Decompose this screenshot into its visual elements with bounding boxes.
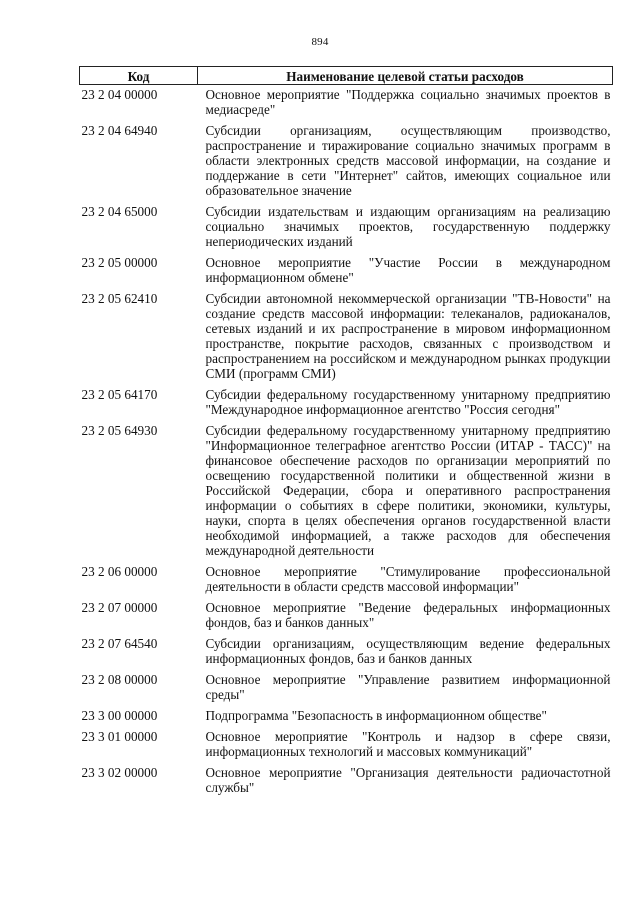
row-code: 23 2 08 00000: [81, 672, 158, 687]
row-code: 23 2 06 00000: [81, 564, 158, 579]
row-code: 23 2 07 00000: [81, 600, 158, 615]
table-row: [80, 763, 613, 799]
table-row: [80, 562, 613, 598]
table-row: [80, 121, 613, 202]
row-code: 23 3 00 00000: [81, 708, 158, 723]
page-number: 894: [311, 36, 329, 48]
row-code: 23 2 05 00000: [81, 255, 158, 270]
row-name: Основное мероприятие "Управление развитием информационной среды": [205, 672, 611, 702]
table-row: [80, 727, 613, 763]
table-row: [80, 253, 613, 289]
row-name: Субсидии автономной некоммерческой организации "ТВ-Новости" на создание средств массовой информации: телеканалов, радиоканалов, сетевых изданий и их распространение в мировом информационном пространстве, покрытие расходов, связанных с производством и распространением на российском и международном рынках продукции СМИ (программ СМИ): [205, 291, 611, 381]
table-row: [80, 385, 613, 421]
table-row: [80, 634, 613, 670]
table-row: [80, 202, 613, 253]
table-row: [80, 421, 613, 562]
row-name: Субсидии издательствам и издающим организациям на реализацию социально значимых проектов, государственную поддержку непериодических изданий: [205, 204, 611, 249]
name-column-header: Наименование целевой статьи расходов: [198, 67, 613, 85]
row-name: Субсидии федеральному государственному унитарному предприятию "Международное информационное агентство "Россия сегодня": [205, 387, 611, 417]
table-row: [80, 289, 613, 385]
row-code: 23 2 04 64940: [81, 123, 158, 138]
row-code: 23 2 05 64170: [81, 387, 158, 402]
row-name: Субсидии федеральному государственному унитарному предприятию "Информационное телеграфное агентство России (ИТАР - ТАСС)" на финансовое обеспечение расходов по организации мероприятий по освещению государственной политики и общественной жизни в Российской Федерации, сбора и оперативного распространения информации о событиях в сфере политики, экономики, культуры, науки, спорта в целях обеспечения органов государственной власти необходимой информацией, а также расходов для обеспечения международной деятельности: [205, 423, 611, 558]
table-row: [80, 670, 613, 706]
table-row: [80, 85, 613, 122]
table-row: [80, 598, 613, 634]
row-code: 23 2 04 00000: [81, 87, 158, 102]
table-header-row: [80, 67, 613, 85]
row-name: Основное мероприятие "Ведение федеральных информационных фондов, баз и банков данных": [205, 600, 611, 630]
row-name: Основное мероприятие "Участие России в международном информационном обмене": [205, 255, 611, 285]
row-name: Основное мероприятие "Стимулирование профессиональной деятельности в области средств массовой информации": [205, 564, 611, 594]
row-code: 23 2 05 64930: [81, 423, 158, 438]
table-row: [80, 706, 613, 727]
row-code: 23 2 07 64540: [81, 636, 158, 651]
row-name: Основное мероприятие "Организация деятельности радиочастотной службы": [205, 765, 611, 795]
budget-table: [79, 66, 613, 799]
row-name: Субсидии организациям, осуществляющим производство, распространение и тиражирование социально значимых программ в области электронных средств массовой информации, на создание и поддержание в сети "Интернет" сайтов, имеющих социальное или образовательное значение: [205, 123, 611, 198]
row-code: 23 3 02 00000: [81, 765, 158, 780]
row-name: Основное мероприятие "Поддержка социально значимых проектов в медиасреде": [205, 87, 611, 117]
row-name: Субсидии организациям, осуществляющим ведение федеральных информационных фондов, баз и банков данных: [205, 636, 611, 666]
code-column-header: Код: [80, 67, 198, 85]
row-name: Основное мероприятие "Контроль и надзор в сфере связи, информационных технологий и массовых коммуникаций": [205, 729, 611, 759]
row-code: 23 2 05 62410: [81, 291, 158, 306]
row-code: 23 2 04 65000: [81, 204, 158, 219]
row-code: 23 3 01 00000: [81, 729, 158, 744]
row-name: Подпрограмма "Безопасность в информационном обществе": [205, 708, 547, 723]
